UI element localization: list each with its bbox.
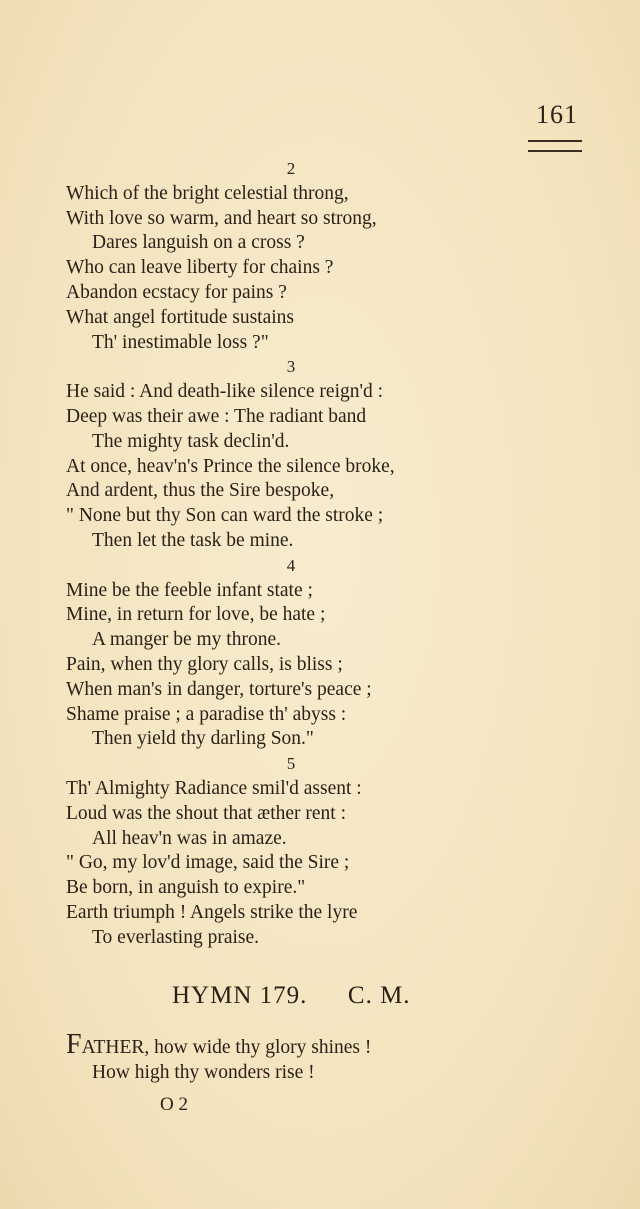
verse-line: Deep was their awe : The radiant band	[66, 405, 367, 427]
verse-line: The mighty task declin'd.	[92, 430, 290, 452]
stanza-number: 2	[286, 159, 296, 178]
verse-line: How high thy wonders rise !	[92, 1062, 315, 1083]
verse-line: Th' Almighty Radiance smil'd assent :	[66, 777, 362, 799]
stanza-number: 3	[286, 357, 296, 377]
verse-line: To everlasting praise.	[92, 926, 260, 948]
verse-line: At once, heav'n's Prince the silence broke,	[66, 455, 395, 477]
verse-line: With love so warm, and heart so strong,	[66, 207, 377, 229]
verse-line: Th' inestimable loss ?"	[92, 331, 269, 353]
verse-line: He said : And death-like silence reign'd :	[66, 381, 384, 403]
stanza	[66, 355, 506, 553]
hymn-first-stanza	[66, 1029, 372, 1085]
hymn-title: HYMN 179.	[172, 982, 308, 1009]
hymn-continuation	[66, 157, 506, 951]
verse-line: Be born, in anguish to expire."	[66, 877, 306, 899]
hymn-meter: C. M.	[347, 982, 411, 1009]
stanza-number: 4	[286, 555, 296, 575]
verse-line: A manger be my throne.	[92, 629, 281, 651]
stanza-number: 5	[286, 754, 296, 774]
verse-line: When man's in danger, torture's peace ;	[66, 678, 372, 700]
stanza	[66, 157, 506, 355]
verse-line: Mine, in return for love, be hate ;	[66, 604, 326, 626]
stanza	[66, 554, 506, 752]
verse-line-rest: ATHER, how wide thy glory shines !	[81, 1037, 372, 1058]
page-number: 161	[536, 100, 578, 129]
verse-line: Earth triumph ! Angels strike the lyre	[66, 901, 358, 923]
signature-mark: O 2	[160, 1094, 188, 1115]
verse-line: Mine be the feeble infant state ;	[66, 579, 313, 601]
stanza	[66, 752, 506, 950]
verse-line: Which of the bright celestial throng,	[66, 182, 349, 204]
verse-line: Dares languish on a cross ?	[92, 232, 305, 254]
hymn-heading	[172, 982, 411, 1010]
verse-line: And ardent, thus the Sire bespoke,	[66, 480, 335, 502]
verse-line: Who can leave liberty for chains ?	[66, 257, 334, 279]
verse-line: Abandon ecstacy for pains ?	[66, 281, 287, 303]
verse-line: Shame praise ; a paradise th' abyss :	[66, 703, 347, 725]
verse-line: " Go, my lov'd image, said the Sire ;	[66, 852, 350, 874]
verse-line: What angel fortitude sustains	[66, 306, 294, 328]
verse-line: Pain, when thy glory calls, is bliss ;	[66, 653, 343, 675]
drop-cap: F	[66, 1029, 82, 1060]
verse-line	[66, 1029, 372, 1060]
verse-line: Then yield thy darling Son."	[92, 728, 314, 750]
verse-line: Loud was the shout that æther rent :	[66, 802, 346, 824]
page-number-rule	[528, 140, 582, 152]
verse-line: " None but thy Son can ward the stroke ;	[66, 505, 384, 527]
verse-line: All heav'n was in amaze.	[92, 827, 287, 849]
verse-line: Then let the task be mine.	[92, 529, 294, 551]
